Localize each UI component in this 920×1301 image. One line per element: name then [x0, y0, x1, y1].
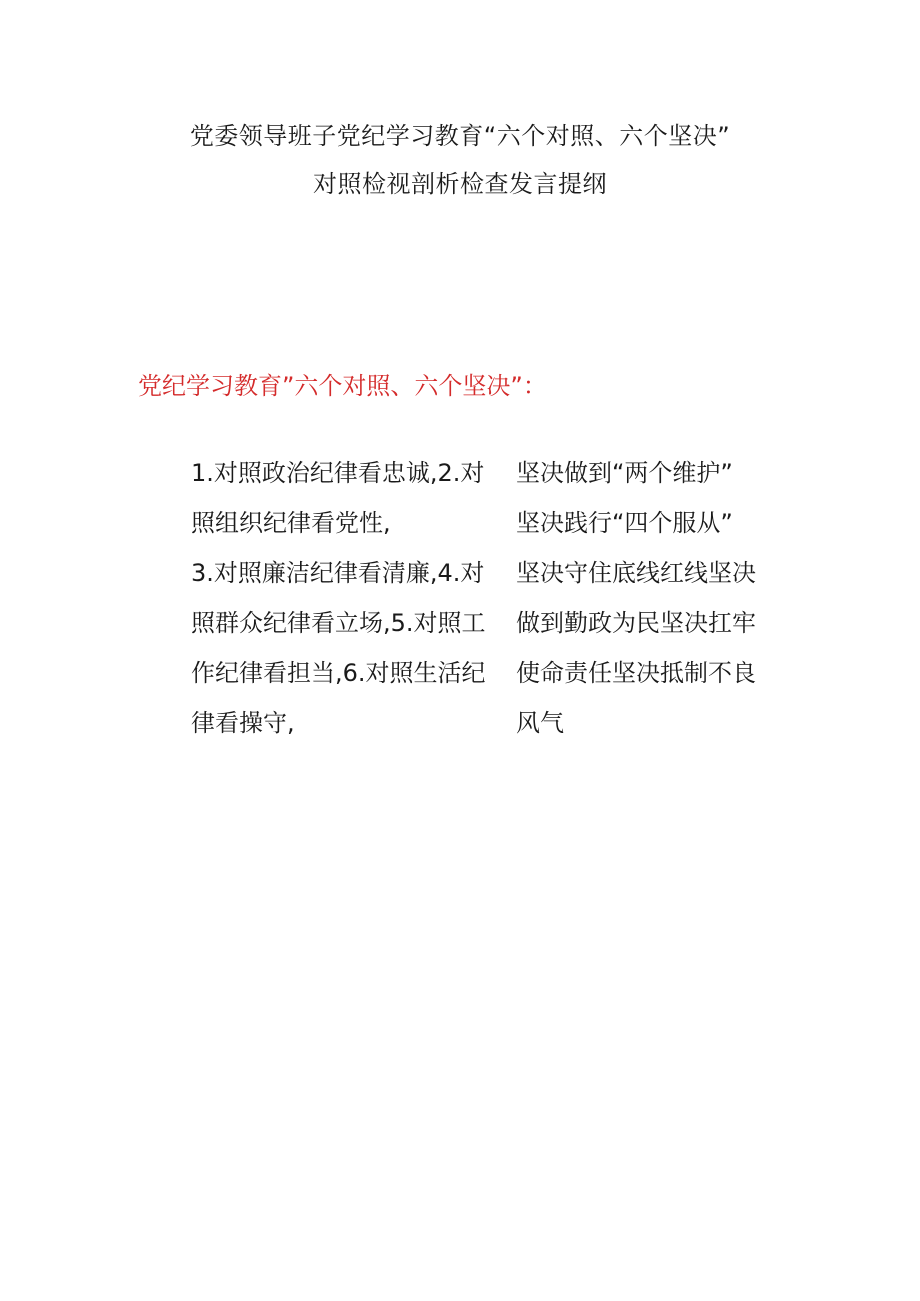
right-column-line: 做到勤政为民坚决扛牢	[516, 609, 756, 637]
left-column-line: 律看操守,	[191, 709, 295, 737]
document-title	[0, 112, 920, 208]
right-column-line: 坚决做到“两个维护”	[516, 459, 733, 487]
title-line-2: 对照检视剖析检查发言提纲	[313, 170, 607, 198]
right-column-line: 使命责任坚决抵制不良	[516, 659, 756, 687]
left-column	[191, 448, 496, 748]
section-heading: 党纪学习教育”六个对照、六个坚决”：	[138, 372, 547, 400]
right-column-line: 坚决践行“四个服从”	[516, 509, 733, 537]
left-column-line: 照组织纪律看党性,	[191, 509, 391, 537]
right-column	[516, 448, 771, 748]
left-column-line: 3.对照廉洁纪律看清廉,4.对	[191, 559, 485, 587]
right-column-line: 风气	[516, 709, 564, 737]
right-column-line: 坚决守住底线红线坚决	[516, 559, 756, 587]
title-line-1: 党委领导班子党纪学习教育“六个对照、六个坚决”	[189, 122, 731, 150]
left-column-line: 作纪律看担当,6.对照生活纪	[191, 659, 486, 687]
left-column-line: 1.对照政治纪律看忠诚,2.对	[191, 459, 485, 487]
left-column-line: 照群众纪律看立场,5.对照工	[191, 609, 486, 637]
